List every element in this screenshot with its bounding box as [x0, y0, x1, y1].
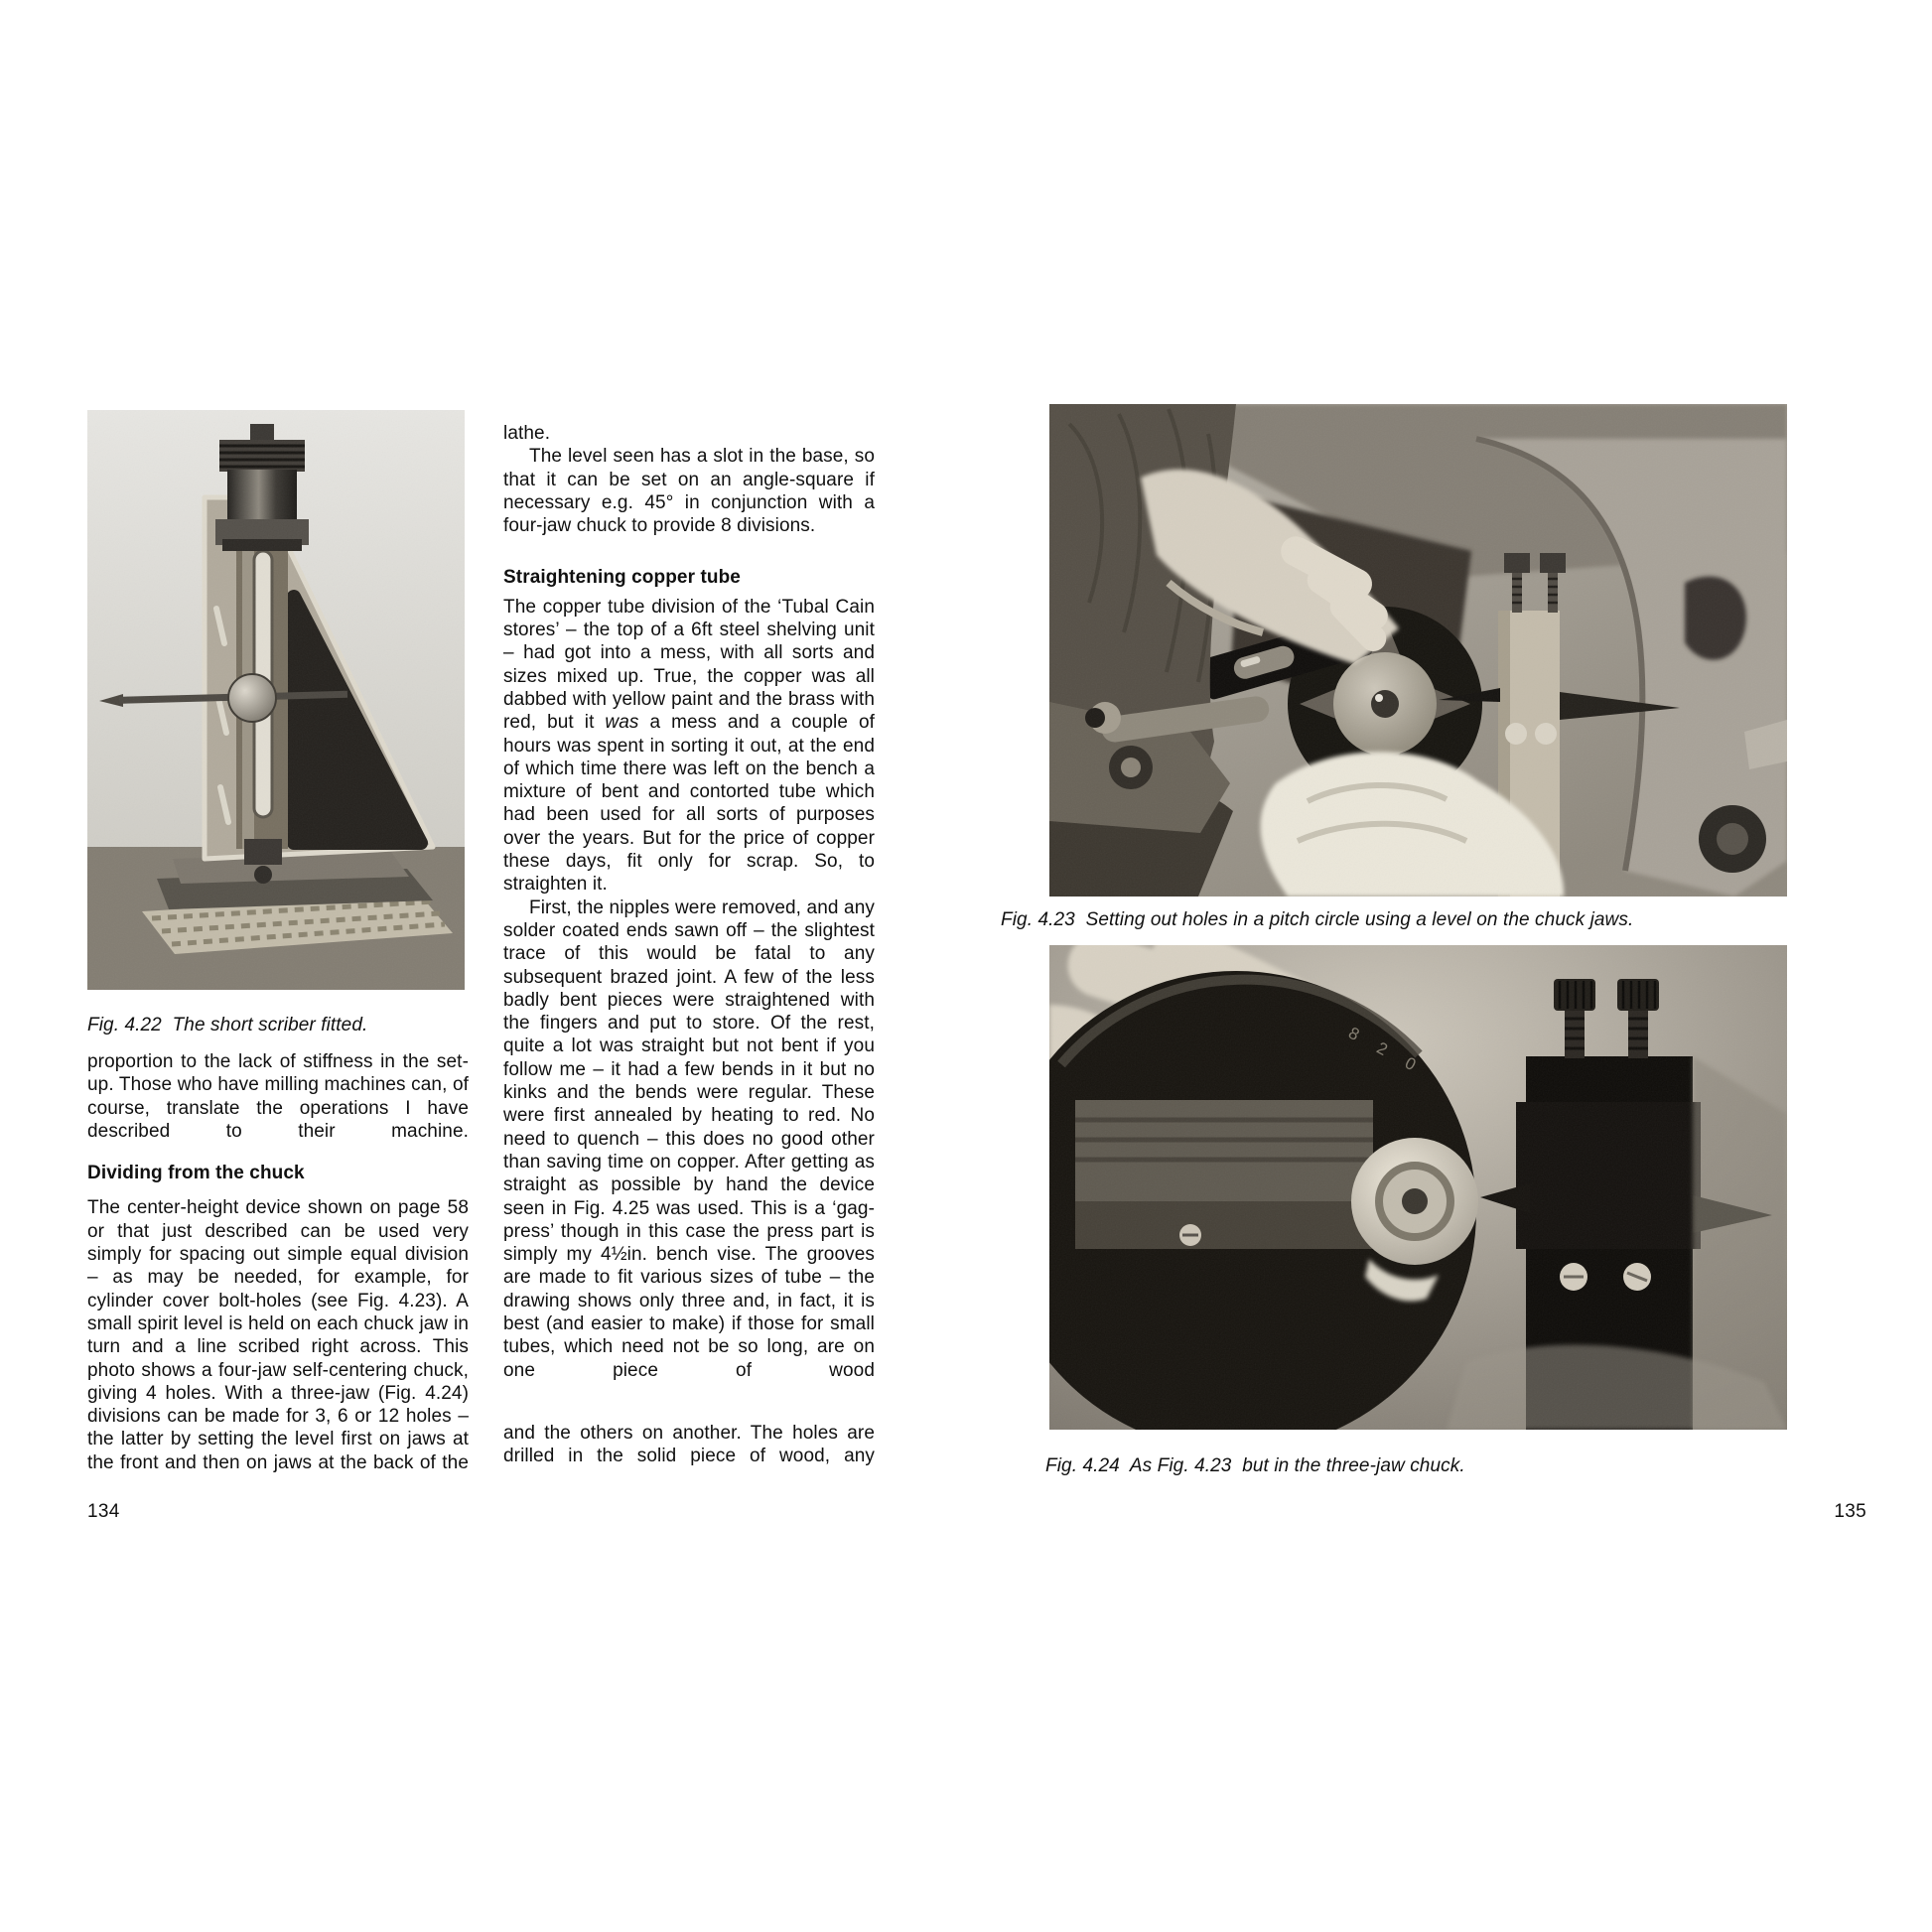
section-heading-dividing: Dividing from the chuck [87, 1163, 305, 1184]
figure-4-23-photo [1049, 404, 1787, 897]
figure-4-22-photo [87, 410, 465, 990]
figure-4-22-caption: Fig. 4.22 The short scriber fitted. [87, 1015, 368, 1035]
photo-grain [87, 410, 465, 990]
figure-4-23-caption: Fig. 4.23 Setting out holes in a pitch circle using a level on the chuck jaws. [1001, 909, 1634, 930]
emphasized-word: was [605, 712, 639, 734]
photo-grain [1049, 945, 1787, 1430]
paragraph: and the others on another. The holes are drilled in the solid piece of wood, any [503, 1422, 875, 1467]
chuck-engraving: 8 2 0 [1345, 1023, 1428, 1079]
section-heading-straightening: Straightening copper tube [503, 567, 741, 589]
paragraph: The level seen has a slot in the base, so that it can be set on an angle-square if necessary e.g. 45° in conjunction with a four-jaw chuck to provide 8 divisions. [503, 446, 875, 537]
figure-4-24-caption: Fig. 4.24 As Fig. 4.23 but in the three-jaw chuck. [1045, 1455, 1465, 1476]
left-page-column-2 [503, 422, 875, 1467]
paragraph: First, the nipples were removed, and any solder coated ends sawn off – the slightest trace of this would be fatal to any subsequent brazed joint. A few of the less badly bent pieces were straightened with the fingers and put to store. Of the rest, quite a lot was straight but not bent if you follow me – it had a few bends in it but no kinks and the bends were regular. These were first annealed by heating to red. No need to quench – this does no good other than saving time on copper. After getting as straight as possible by hand the device seen in Fig. 4.25 was used. This is a ‘gag-press’ though in this case the press part is simply my 4½in. bench vise. The grooves are made to fit various sizes of tube – the drawing shows only three and, in fact, it is best (and easier to make) if those for small tubes, which need not be so long, are on one piece of wood [503, 897, 875, 1381]
left-page-column-1 [87, 1050, 469, 1474]
paragraph [503, 596, 875, 897]
photo-grain [1049, 404, 1787, 897]
page-number-135: 135 [1834, 1501, 1866, 1522]
paragraph: The center-height device shown on page 58 or that just described can be used very simply for spacing out simple equal division – as may be needed, for example, for cylinder cover bolt-holes (see Fig. 4.23). A small spirit level is held on each chuck jaw in turn and a line scribed right across. This photo shows a four-jaw self-centering chuck, giving 4 holes. With a three-jaw (Fig. 4.24) divisions can be made for 3, 6 or 12 holes – the latter by setting the level first on jaws at the front and then on jaws at the back of the [87, 1197, 469, 1473]
paragraph-text: The copper tube division of the ‘Tubal Cain stores’ – the top of a 6ft steel shelving unit – had got into a mess, with all sorts and sizes mixed up. True, the copper was all dabbed with yellow paint and the brass with red, but it [503, 596, 875, 734]
paragraph: lathe. [503, 423, 551, 444]
figure-4-24-photo [1049, 945, 1787, 1430]
paragraph-text: a mess and a couple of hours was spent in sorting it out, at the end of which time there was left on the bench a mixture of bent and contorted tube which had been used for all sorts of purposes over the years. But for the price of copper these days, fit only for scrap. So, to straighten it. [503, 712, 875, 896]
paragraph: proportion to the lack of stiffness in the set-up. Those who have milling machines can, of course, translate the operations I have described to their machine. [87, 1051, 469, 1142]
page-number-134: 134 [87, 1501, 120, 1522]
